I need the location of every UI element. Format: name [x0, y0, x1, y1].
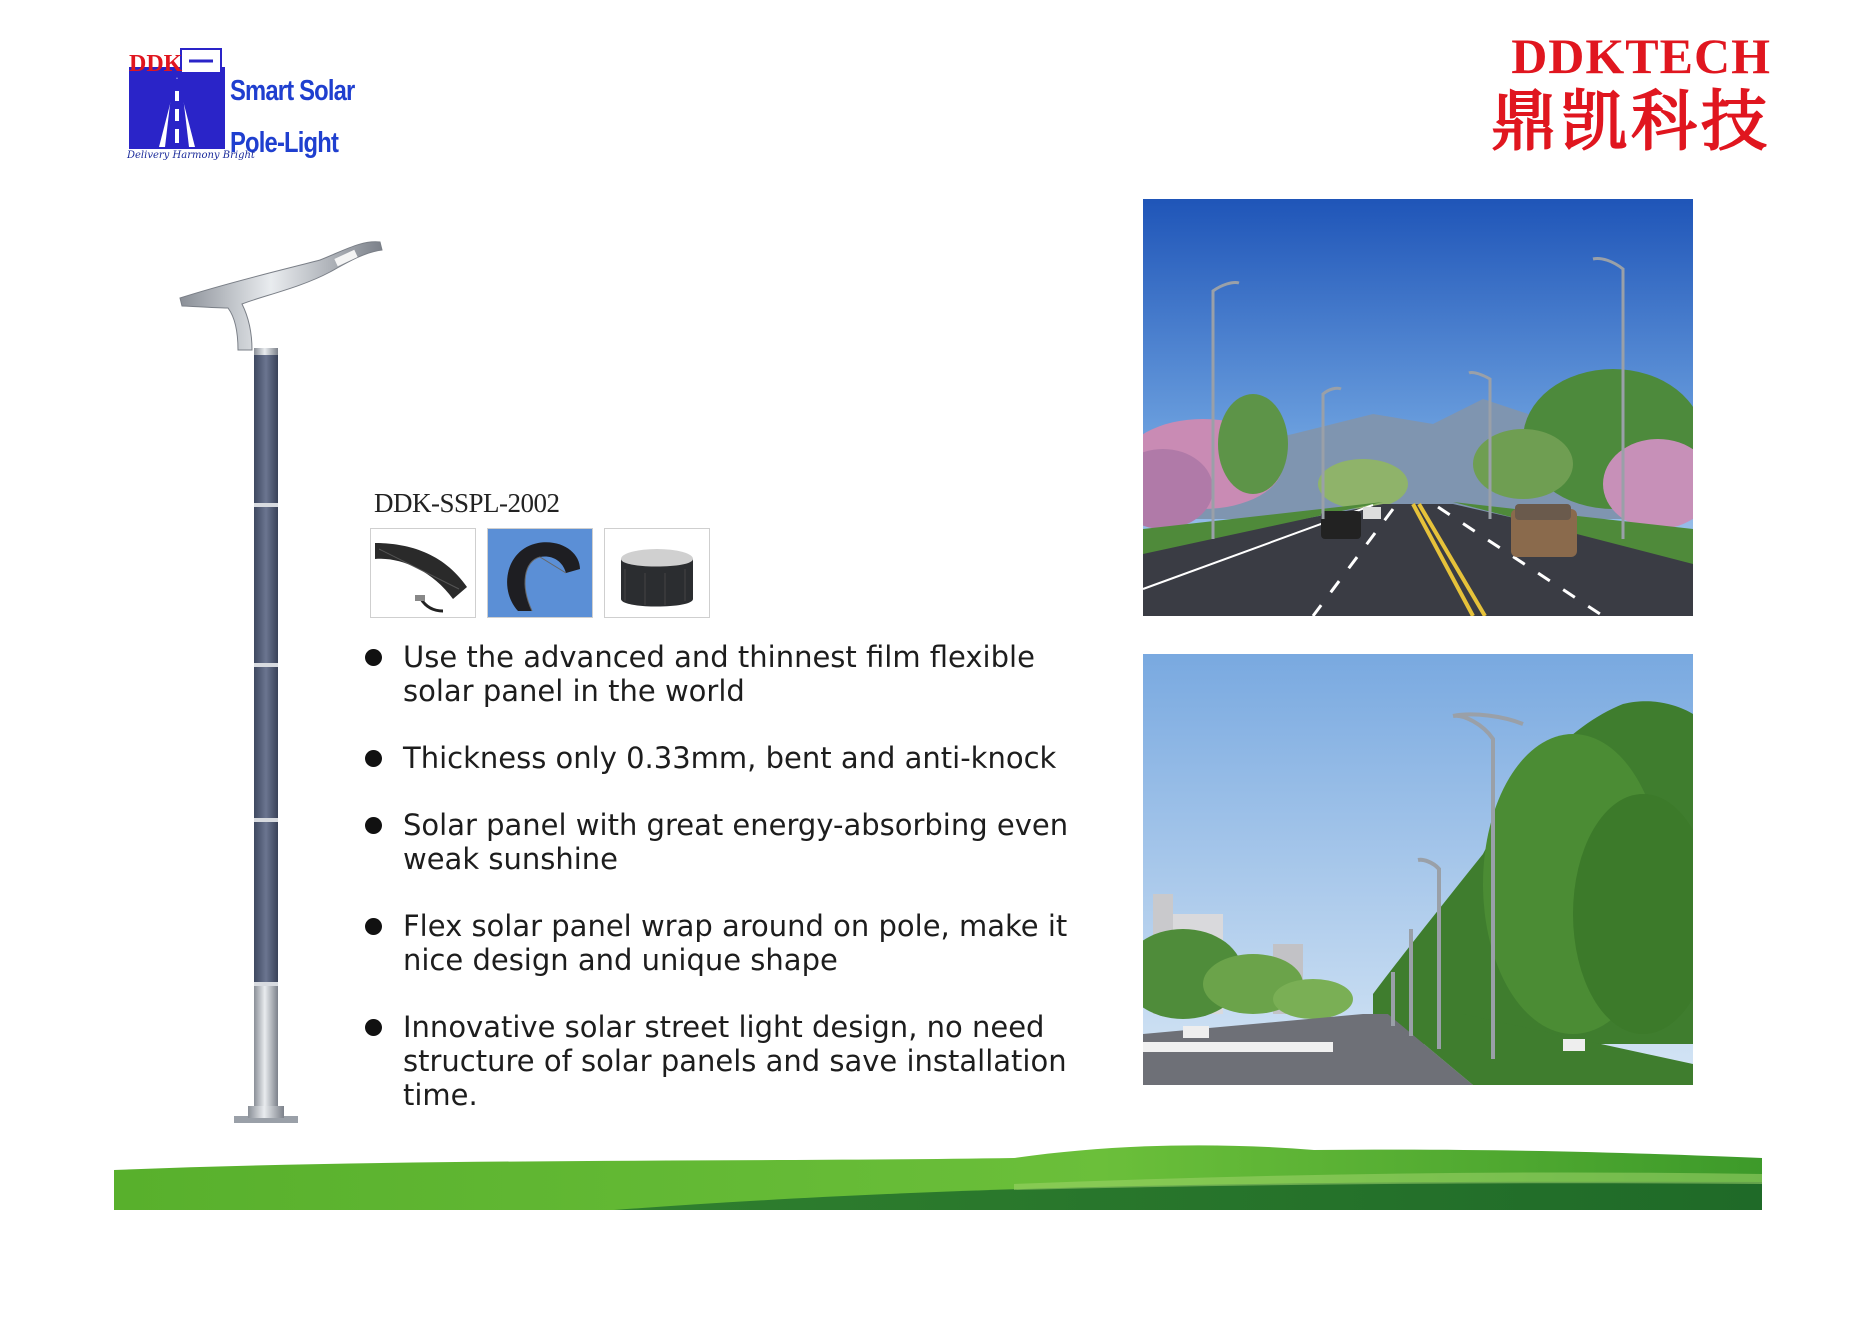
logo-slogan: Delivery Harmony Bright — [127, 150, 255, 161]
curved-panel-thumbnail — [487, 528, 593, 618]
green-hills-banner — [114, 1140, 1762, 1210]
feature-text: Thickness only 0.33mm, bent and anti-knock — [403, 741, 1057, 775]
bullet-icon — [365, 918, 382, 935]
feature-text: Flex solar panel wrap around on pole, make it nice design and unique shape — [403, 909, 1068, 977]
company-name — [1491, 28, 1771, 160]
model-number: DDK-SSPL-2002 — [374, 488, 560, 518]
road-installation-photo — [1143, 199, 1693, 616]
feature-item — [365, 640, 1085, 708]
feature-item — [365, 1010, 1085, 1112]
feature-item — [365, 909, 1085, 977]
company-name-en: DDKTECH — [1511, 28, 1771, 84]
feature-item — [365, 741, 1085, 775]
feature-list — [365, 640, 1085, 1145]
brand-line-2: Pole-Light — [230, 127, 339, 159]
feature-text: Innovative solar street light design, no need structure of solar panels and save installation time. — [403, 1010, 1067, 1112]
feature-item — [365, 808, 1085, 876]
company-logo — [125, 45, 355, 175]
flexible-panel-thumbnail — [370, 528, 476, 618]
roadside-poles-photo — [1143, 654, 1693, 1085]
rolled-panel-thumbnail — [604, 528, 710, 618]
feature-text: Use the advanced and thinnest film flexible solar panel in the world — [403, 640, 1035, 708]
bullet-icon — [365, 750, 382, 767]
bullet-icon — [365, 817, 382, 834]
bullet-icon — [365, 649, 382, 666]
brand-line-1: Smart Solar — [230, 75, 355, 107]
feature-text: Solar panel with great energy-absorbing even weak sunshine — [403, 808, 1069, 876]
company-name-cn: 鼎凯科技 — [1491, 83, 1771, 160]
logo-mark-text: DDK — [129, 51, 183, 77]
bullet-icon — [365, 1019, 382, 1036]
